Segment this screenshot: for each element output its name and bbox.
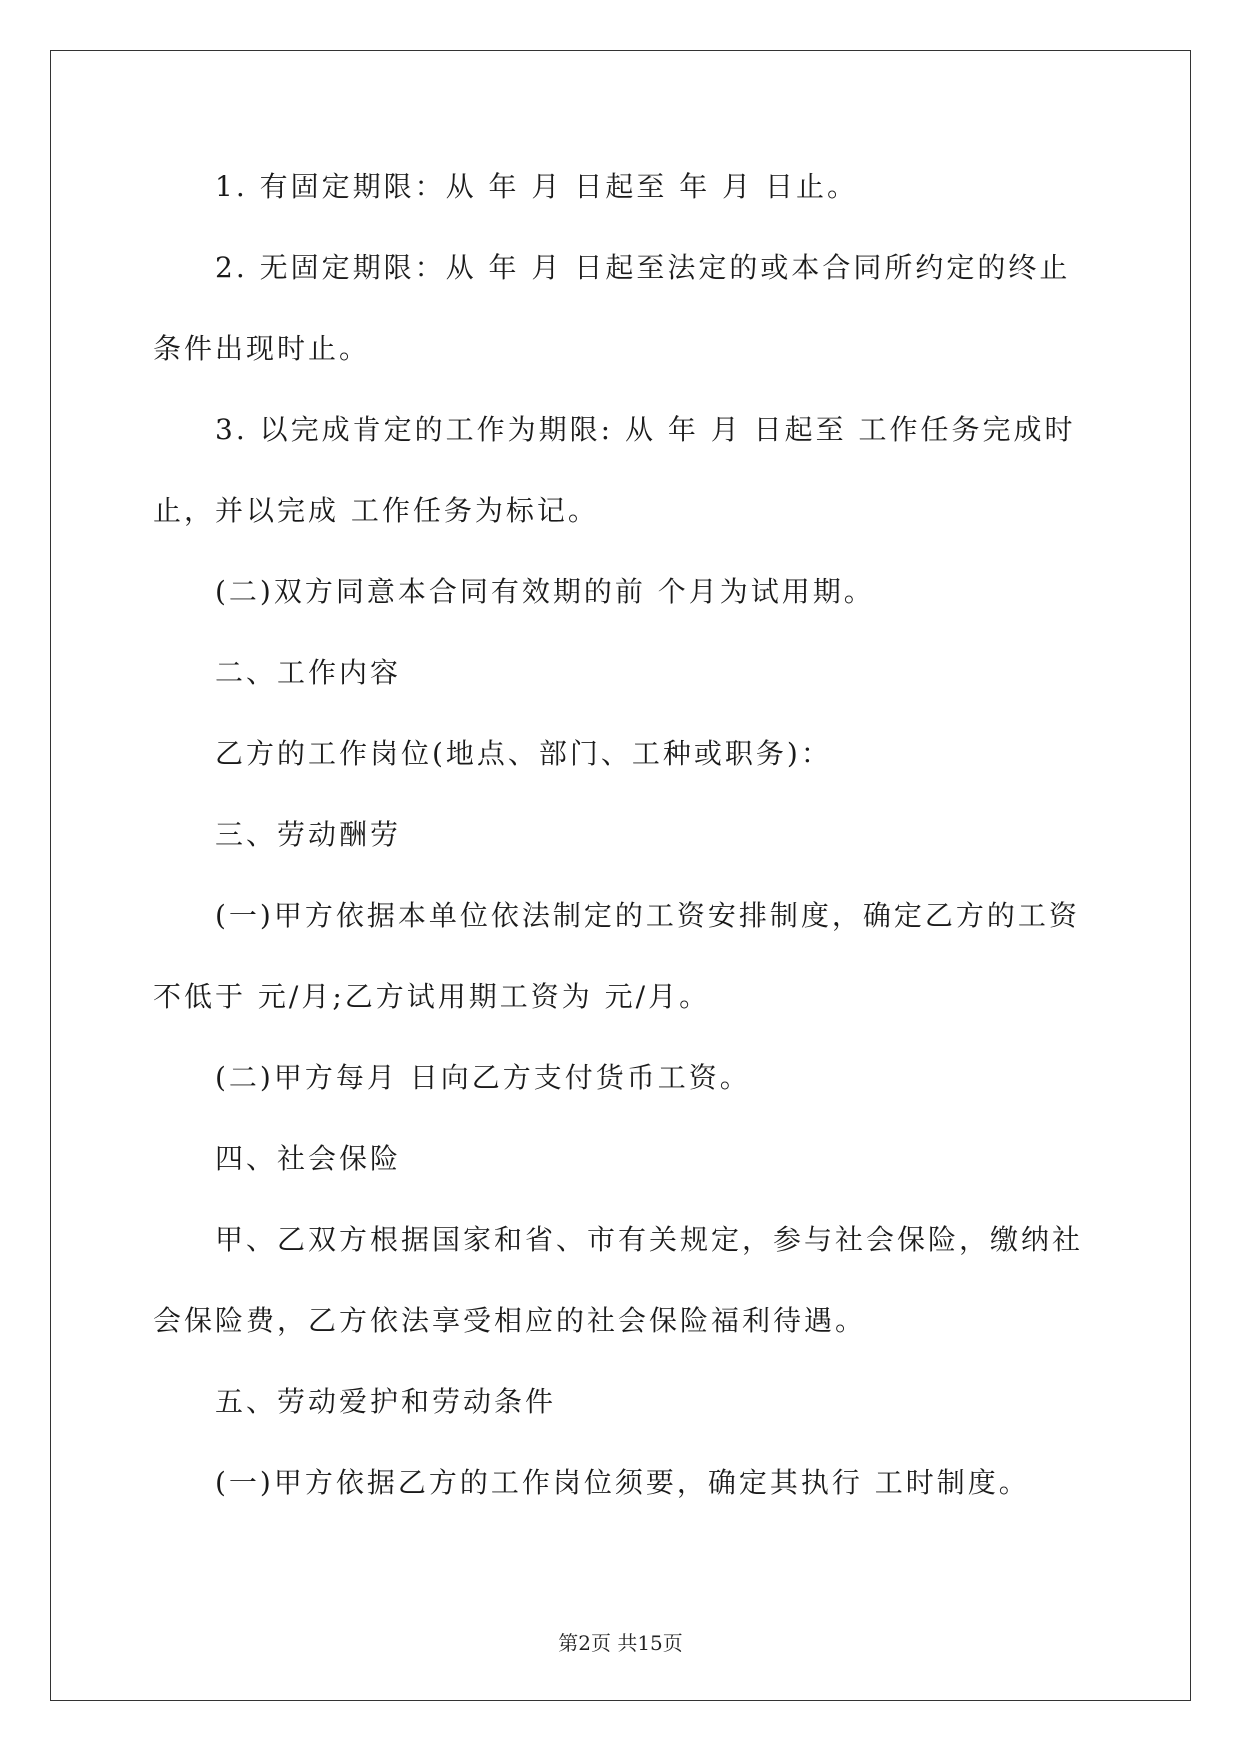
paragraph-8 [153,892,1093,1021]
paragraph-line: 条件出现时止。 [153,332,371,365]
paragraph-11 [153,1216,1093,1345]
paragraph-line: (一)甲方依据本单位依法制定的工资安排制度，确定乙方的工资 [215,899,1080,932]
paragraph-line: 2. 无固定期限：从 年 月 日起至法定的或本合同所约定的终止 [215,251,1071,284]
paragraph-3 [153,406,1093,535]
paragraph-line: (一)甲方依据乙方的工作岗位须要，确定其执行 工时制度。 [215,1466,1030,1499]
paragraph-4 [153,568,1093,616]
paragraph-line: 甲、乙双方根据国家和省、市有关规定，参与社会保险，缴纳社 [215,1223,1084,1256]
paragraph-line: 三、劳动酬劳 [215,818,402,851]
page-number-footer: 第2页 共15页 [558,1631,683,1655]
paragraph-line: 会保险费，乙方依法享受相应的社会保险福利待遇。 [153,1304,867,1337]
section-heading-labor-pay [153,811,1093,859]
paragraph-13 [153,1459,1093,1507]
paragraph-line: 乙方的工作岗位(地点、部门、工种或职务)： [215,737,832,770]
paragraph-line: 二、工作内容 [215,656,402,689]
paragraph-line: 五、劳动爱护和劳动条件 [215,1385,557,1418]
paragraph-line: (二)甲方每月 日向乙方支付货币工资。 [215,1061,751,1094]
document-body [153,163,1093,1540]
paragraph-line: 1. 有固定期限：从 年 月 日起至 年 月 日止。 [215,170,859,203]
paragraph-line: 止，并以完成 工作任务为标记。 [153,494,599,527]
section-heading-work-content [153,649,1093,697]
paragraph-line: (二)双方同意本合同有效期的前 个月为试用期。 [215,575,875,608]
paragraph-1 [153,163,1093,211]
paragraph-9 [153,1054,1093,1102]
paragraph-line: 3. 以完成肯定的工作为期限: 从 年 月 日起至 工作任务完成时 [215,413,1076,446]
section-heading-social-insurance [153,1135,1093,1183]
paragraph-line: 不低于 元/月;乙方试用期工资为 元/月。 [153,980,711,1013]
paragraph-line: 四、社会保险 [215,1142,402,1175]
paragraph-2 [153,244,1093,373]
paragraph-6 [153,730,1093,778]
section-heading-labor-protection [153,1378,1093,1426]
